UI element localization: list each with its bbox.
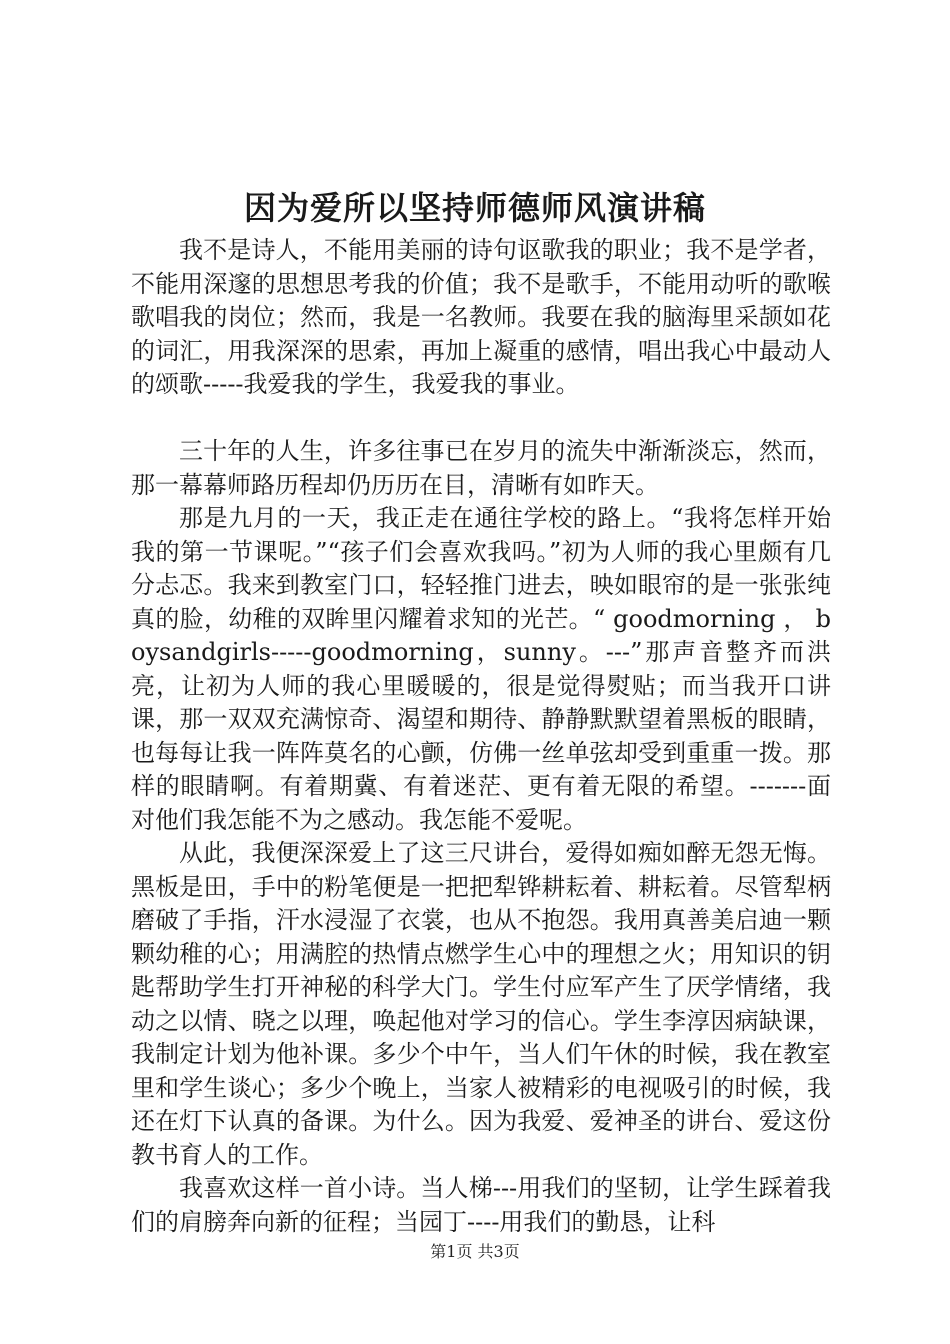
paragraph-4: 从此，我便深深爱上了这三尺讲台，爱得如痴如醉无怨无悔。黑板是田，手中的粉笔便是一把把犁铧耕耘着、耕耘着。尽管犁柄磨破了手指，汗水浸湿了衣裳，也从不抱怨。我用真善美启迪一颗颗幼稚的心；用满腔的热情点燃学生心中的理想之火；用知识的钥匙帮助学生打开神秘的科学大门。学生付应军产生了厌学情绪，我动之以情、晓之以理，唤起他对学习的信心。学生李淳因病缺课，我制定计划为他补课。多少个中午，当人们午休的时候，我在教室里和学生谈心；多少个晚上，当家人被精彩的电视吸引的时候，我还在灯下认真的备课。为什么。因为我爱、爱神圣的讲台、爱这份教书育人的工作。 [131,839,831,1169]
document-body [131,234,831,1239]
page-footer: 第1页 共3页 [430,1242,520,1261]
paragraph-2: 三十年的人生，许多往事已在岁月的流失中渐渐淡忘，然而，那一幕幕师路历程却仍历历在目，清晰有如昨天。 [131,437,831,499]
paragraph-3: 那是九月的一天，我正走在通往学校的路上。“我将怎样开始我的第一节课呢。”“孩子们会喜欢我吗。”初为人师的我心里颇有几分忐忑。我来到教室门口，轻轻推门进去，映如眼帘的是一张张纯真的脸，幼稚的双眸里闪耀着求知的光芒。“ goodmorning ， boysandgirls-----goodmorning，sunny。---”那声音整齐而洪亮，让初为人师的我心里暖暖的，很是觉得熨贴；而当我开口讲课，那一双双充满惊奇、渴望和期待、静静默默望着黑板的眼睛，也每每让我一阵阵莫名的心颤，仿佛一丝单弦却受到重重一拨。那样的眼睛啊。有着期冀、有着迷茫、更有着无限的希望。-------面对他们我怎能不为之感动。我怎能不爱呢。 [131,504,831,834]
document-title: 因为爱所以坚持师德师风演讲稿 [243,189,706,227]
paragraph-5: 我喜欢这样一首小诗。当人梯---用我们的坚韧，让学生踩着我们的肩膀奔向新的征程；当园丁----用我们的勤恳，让科 [131,1174,831,1236]
paragraph-1: 我不是诗人，不能用美丽的诗句讴歌我的职业；我不是学者，不能用深邃的思想思考我的价值；我不是歌手，不能用动听的歌喉歌唱我的岗位；然而，我是一名教师。我要在我的脑海里采颉如花的词汇，用我深深的思索，再加上凝重的感情，唱出我心中最动人的颂歌-----我爱我的学生，我爱我的事业。 [131,236,831,398]
